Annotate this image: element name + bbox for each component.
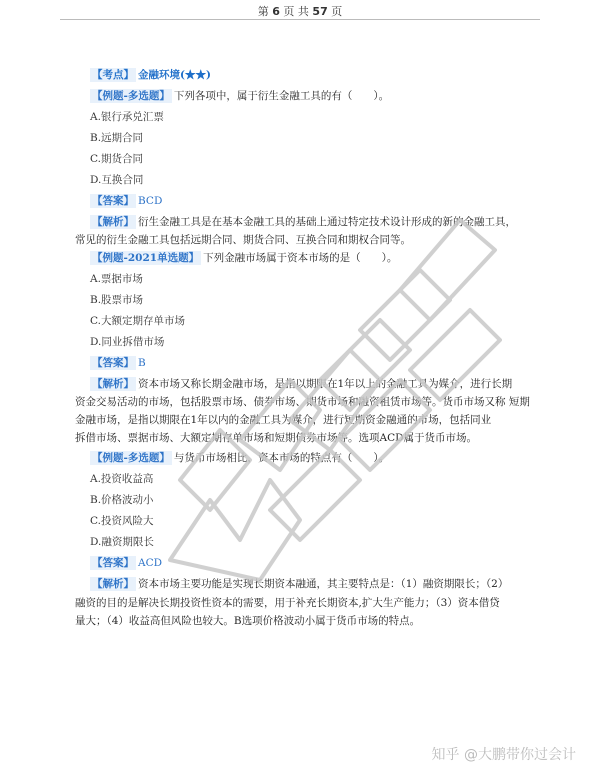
- q1-option-d: D.互换合同: [90, 174, 144, 186]
- header-rule: [60, 19, 540, 20]
- q3-stem: [90, 451, 389, 465]
- q3-option-c: C.投资风险大: [90, 515, 154, 527]
- q1-explain-tag: 【解析】: [92, 216, 134, 228]
- q2-stem: [90, 251, 397, 265]
- q1-option-b: B.远期合同: [90, 132, 144, 144]
- section-tag: 【考点】: [92, 69, 134, 81]
- footer-brand-watermark: 知乎 @大鹏带你过会计: [431, 747, 576, 763]
- q2-explain-line-1: [90, 377, 512, 391]
- q2-option-b: B.股票市场: [90, 294, 144, 306]
- page-header: [0, 3, 600, 19]
- page-mid: 页 共: [283, 5, 309, 18]
- q2-stem-text: 下列金融市场属于资本市场的是（ ）。: [203, 252, 398, 264]
- section-title: [90, 68, 211, 82]
- q2-explain-line-2: 资金交易活动的市场，包括股票市场、债券市场、期货市场和融资租赁市场等。货币市场又称 短期: [75, 396, 530, 408]
- q2-explain-line-3: 金融市场，是指以期限在1年以内的金融工具为媒介，进行短期资金融通的市场，包括同业: [75, 414, 492, 426]
- q2-explain-text-1: 资本市场又称长期金融市场，是指以期限在1年以上的金融工具为媒介，进行长期: [138, 378, 513, 390]
- q3-explain-line-3: 量大；（4）收益高但风险也较大。B选项价格波动小属于货币市场的特点。: [75, 615, 421, 627]
- q3-explain-tag: 【解析】: [92, 578, 134, 590]
- q1-option-a: A.银行承兑汇票: [90, 111, 164, 123]
- q2-explain-tag: 【解析】: [92, 378, 134, 390]
- q1-explain-text-1: 衍生金融工具是在基本金融工具的基础上通过特定技术设计形成的新的金融工具，: [138, 216, 516, 228]
- q2-answer: [90, 356, 146, 370]
- q3-explain-line-2: 融资的目的是解决长期投资性资本的需要，用于补充长期资本,扩大生产能力；（3）资本借贷: [75, 597, 500, 609]
- page-total: 57: [312, 5, 328, 18]
- page-suffix: 页: [331, 5, 343, 18]
- q3-tag: 【例题-多选题】: [92, 452, 170, 464]
- q1-answer-value: BCD: [138, 195, 163, 207]
- page-number: 6: [272, 5, 280, 18]
- q3-answer: [90, 556, 162, 570]
- q2-answer-tag: 【答案】: [92, 357, 134, 369]
- q1-stem-text: 下列各项中，属于衍生金融工具的有（ ）。: [173, 90, 390, 102]
- q1-option-c: C.期货合同: [90, 153, 143, 165]
- q1-explain-line-2: 常见的衍生金融工具包括远期合同、期货合同、互换合同和期权合同等。: [75, 234, 411, 246]
- q2-option-a: A.票据市场: [90, 273, 143, 285]
- q2-option-c: C.大额定期存单市场: [90, 315, 185, 327]
- q1-explain-line-1: [90, 215, 516, 229]
- q3-answer-value: ACD: [138, 557, 163, 569]
- section-title-text: 金融环境(★★): [138, 69, 211, 81]
- q3-answer-tag: 【答案】: [92, 557, 134, 569]
- q2-tag: 【例题-2021单选题】: [92, 252, 200, 264]
- q3-option-a: A.投资收益高: [90, 473, 154, 485]
- q1-tag: 【例题-多选题】: [92, 90, 170, 102]
- q3-stem-text: 与货币市场相比，资本市场的特点有（ ）。: [173, 452, 390, 464]
- q2-option-d: D.同业拆借市场: [90, 336, 165, 348]
- q1-answer-tag: 【答案】: [92, 195, 134, 207]
- q1-answer: [90, 194, 162, 208]
- q2-explain-line-4: 拆借市场、票据市场、大额定期存单市场和短期债券市场等。选项ACD属于货币市场。: [75, 432, 478, 444]
- q3-option-b: B.价格波动小: [90, 494, 154, 506]
- q3-option-d: D.融资期限长: [90, 536, 154, 548]
- q2-answer-value: B: [138, 357, 146, 369]
- q1-stem: [90, 89, 389, 103]
- page-prefix: 第: [257, 5, 269, 18]
- q3-explain-line-1: [90, 577, 508, 591]
- q3-explain-text-1: 资本市场主要功能是实现长期资本融通，其主要特点是：（1）融资期限长；（2）: [138, 578, 509, 590]
